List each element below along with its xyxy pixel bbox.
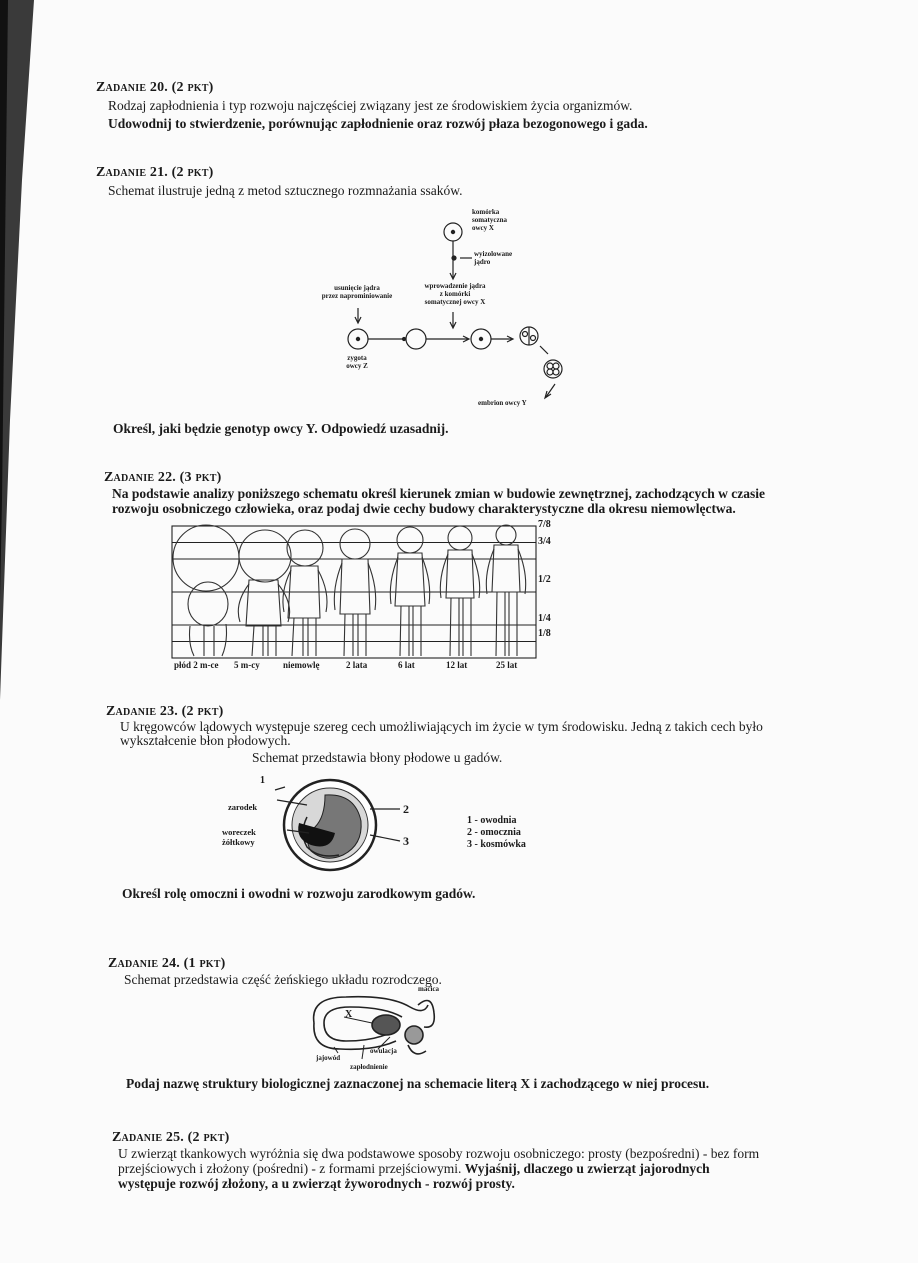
task-25-header: Zadanie 25. (2 pkt)	[112, 1130, 230, 1145]
age-label: 2 lata	[346, 660, 368, 670]
task-23-header: Zadanie 23. (2 pkt)	[106, 704, 224, 719]
task-22	[104, 470, 904, 516]
task-23-line2: wykształcenie błon płodowych.	[120, 733, 291, 748]
label-somatic-cell: komórka somatyczna owcy X	[472, 208, 507, 232]
growth-proportion-graphic	[170, 518, 570, 678]
task-23-question: Określ rolę omoczni i owodni w rozwoju zarodkowym gadów.	[122, 886, 476, 901]
age-label: niemowlę	[283, 660, 320, 670]
fraction-1-4: 1/4	[538, 613, 551, 624]
task-25	[112, 1130, 892, 1191]
task-21-line1: Schemat ilustruje jedną z metod sztucznego rozmnażania ssaków.	[108, 183, 463, 198]
task-25-line3: występuje rozwój złożony, a u zwierząt żyworodnych - rozwój prosty.	[118, 1176, 515, 1191]
fraction-1-8: 1/8	[538, 628, 551, 639]
task-24-question: Podaj nazwę struktury biologicznej zaznaczonej na schemacie literą X i zachodzącego w niej procesu.	[126, 1076, 710, 1091]
fraction-1-2: 1/2	[538, 574, 551, 585]
label-nucleus-introduction: wprowadzenie jądra z komórki somatycznej owcy X	[424, 282, 486, 306]
scan-edge	[0, 0, 34, 1263]
task-23	[106, 704, 896, 766]
task-20	[96, 80, 876, 132]
age-label: 5 m-cy	[234, 660, 260, 670]
task-21-question: Określ, jaki będzie genotyp owcy Y. Odpowiedź uzasadnij.	[113, 421, 449, 436]
membrane-number-3: 3	[403, 834, 409, 848]
cloning-diagram	[300, 200, 590, 410]
label-fertilization: zapłodnienie	[350, 1063, 388, 1071]
age-label: 6 lat	[398, 660, 415, 670]
task-20-instruction: Udowodnij to stwierdzenie, porównując zapłodnienie oraz rozwój płaza bezogonowego i gada.	[108, 116, 648, 131]
label-nucleus-removal: usunięcie jądra przez naprominiowanie	[321, 284, 393, 300]
task-24	[108, 956, 898, 988]
label-embryo: embrion owcy Y	[478, 399, 527, 407]
label-uterus: macica	[418, 985, 439, 993]
task-23-line1: U kręgowców lądowych występuje szereg cech umożliwiających im życie w tym środowisku. Jedną z takich cech było	[120, 719, 763, 734]
task-24-line1: Schemat przedstawia część żeńskiego układu rozrodczego.	[124, 972, 442, 987]
label-isolated-nucleus: wyizolowane jądro	[474, 250, 513, 266]
task-20-line1: Rodzaj zapłodnienia i typ rozwoju najczęściej związany jest ze środowiskiem życia organizmów.	[108, 98, 633, 113]
task-24-header: Zadanie 24. (1 pkt)	[108, 956, 226, 971]
fraction-3-4: 3/4	[538, 536, 551, 547]
age-label: 12 lat	[446, 660, 468, 670]
membranes-legend: 1 - owodnia 2 - omocznia 3 - kosmówka	[467, 815, 526, 850]
task-21-header: Zadanie 21. (2 pkt)	[96, 165, 214, 180]
label-x: X	[345, 1009, 353, 1020]
age-label: 25 lat	[496, 660, 518, 670]
task-22-line1: Na podstawie analizy poniższego schematu określ kierunek zmian w budowie zewnętrznej, zachodzących w czasie	[112, 486, 765, 501]
task-23-line3: Schemat przedstawia błony płodowe u gadów.	[252, 750, 503, 765]
label-yolk-sac: woreczek żółtkowy	[222, 827, 256, 847]
fraction-7-8: 7/8	[538, 519, 551, 530]
task-25-line1: U zwierząt tkankowych wyróżnia się dwa podstawowe sposoby rozwoju osobniczego: prosty (bezpośredni) - bez form	[118, 1146, 760, 1161]
age-label: płód 2 m-ce	[174, 660, 219, 670]
egg-membranes-diagram	[215, 775, 555, 880]
task-22-line2: rozwoju osobniczego człowieka, oraz podaj dwie cechy budowy charakterystyczne dla okresu niemowlęctwa.	[112, 501, 736, 516]
label-zygote: zygota owcy Z	[346, 354, 368, 370]
label-oviduct: jajowód	[316, 1054, 341, 1062]
growth-proportion-diagram	[170, 518, 570, 678]
task-22-header: Zadanie 22. (3 pkt)	[104, 470, 222, 485]
membrane-number-2: 2	[403, 802, 409, 816]
label-ovulation: owulacja	[370, 1047, 397, 1055]
task-20-header: Zadanie 20. (2 pkt)	[96, 80, 214, 95]
reproductive-system-diagram	[300, 985, 450, 1073]
label-embryo: zarodek	[228, 802, 258, 812]
task-25-line2: przejściowych i złożony (pośredni) - z formami przejściowymi. Wyjaśnij, dlaczego u zwierząt jajorodnych	[118, 1161, 710, 1176]
task-21	[96, 165, 876, 199]
membrane-number-1: 1	[260, 775, 265, 786]
